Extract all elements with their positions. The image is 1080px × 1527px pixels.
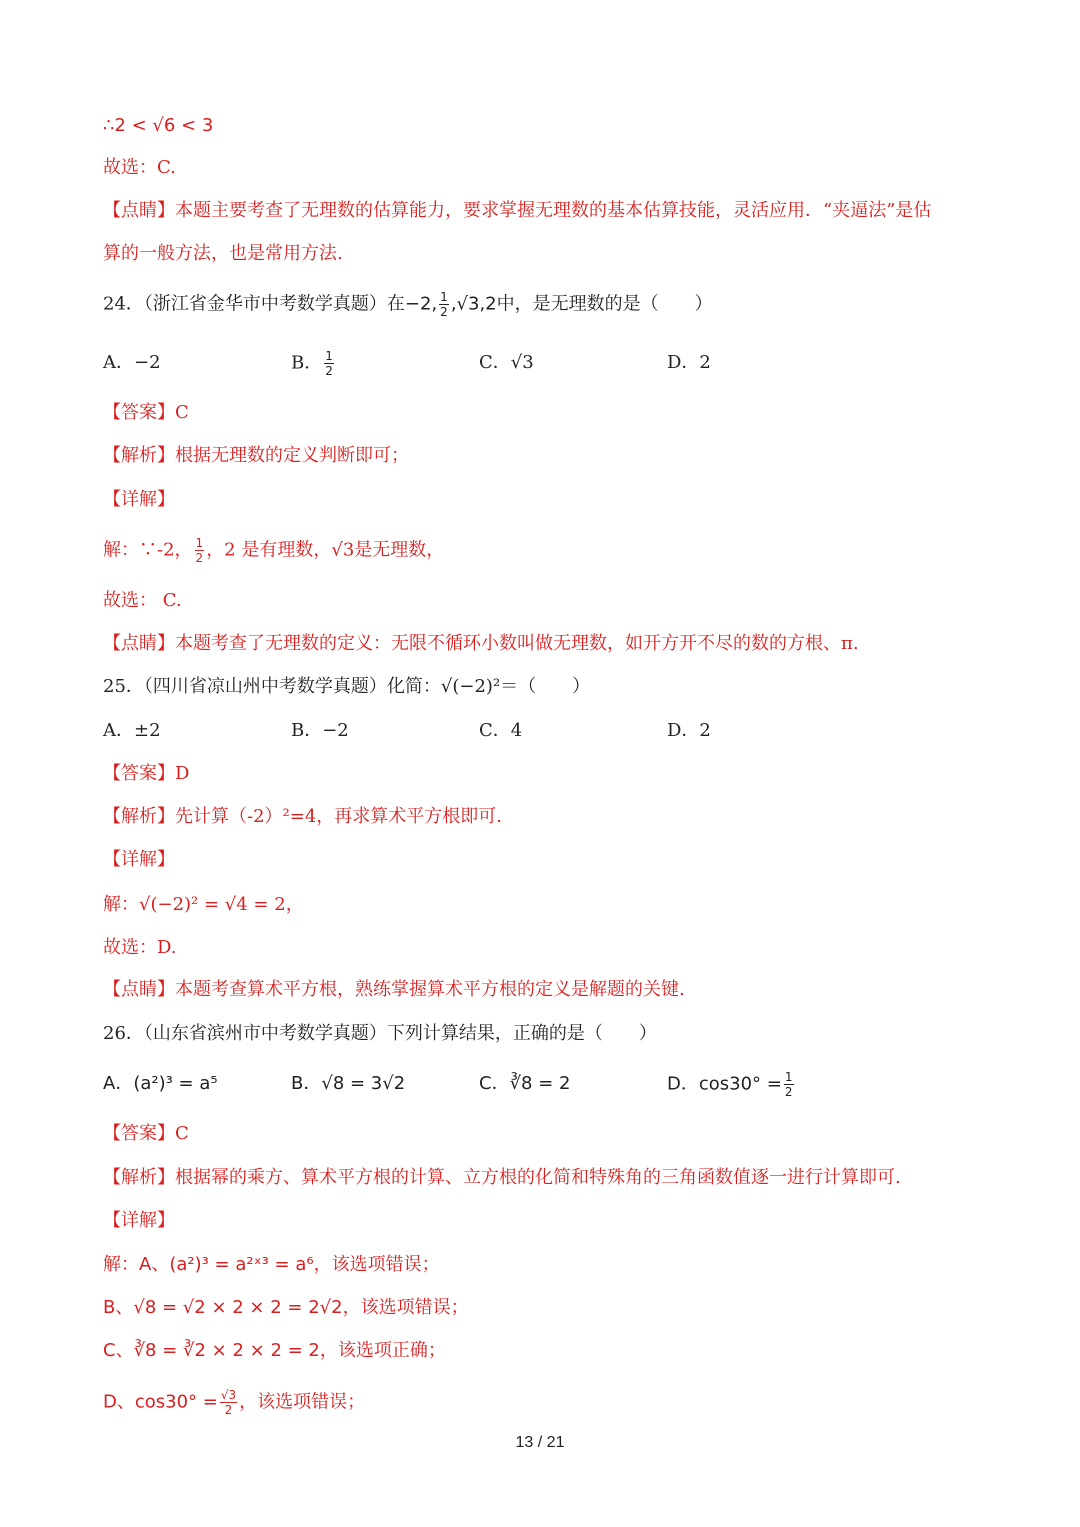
q26-option-d-label: D．cos30° = — [667, 1073, 782, 1095]
q25-answer: 【答案】D — [103, 763, 190, 784]
q26-option-d — [667, 1071, 796, 1098]
q24-comment: 【点睛】本题考查了无理数的定义：无限不循环小数叫做无理数，如开方开不尽的数的方根、π. — [103, 633, 859, 654]
q26-solution-b: B、√8 = √2 × 2 × 2 = 2√2，该选项错误； — [103, 1297, 469, 1318]
fraction-denominator: 2 — [195, 551, 204, 565]
q26-solution-d-tail: ，该选项错误； — [239, 1391, 366, 1413]
q26-analysis: 【解析】根据幂的乘方、算术平方根的计算、立方根的化简和特殊角的三角函数值逐一进行计算即可. — [103, 1167, 901, 1188]
q25-detail-heading: 【详解】 — [103, 849, 175, 870]
fraction-numerator: 1 — [440, 290, 448, 304]
q25-option-b: B．−2 — [291, 720, 349, 741]
q25-option-c: C．4 — [479, 720, 523, 741]
q25-choose: 故选：D. — [103, 937, 177, 958]
fraction-numerator: 1 — [784, 1070, 793, 1084]
comment-line-1: 【点睛】本题主要考查了无理数的估算能力，要求掌握无理数的基本估算技能，灵活应用．“夹逼法”是估 — [103, 200, 932, 221]
q24-solution — [103, 537, 444, 564]
q24-choose: 故选： C. — [103, 590, 182, 611]
fraction-denominator: 2 — [440, 305, 448, 319]
q24-list-b: ,√3,2 — [450, 293, 497, 315]
q24-option-b — [291, 350, 336, 377]
inequality-line: ∴2 < √6 < 3 — [103, 115, 214, 136]
q24-option-b-label: B． — [291, 352, 323, 374]
fraction-numerator: 1 — [325, 349, 333, 363]
fraction-denominator: 2 — [224, 1403, 233, 1417]
question-25-stem: 25．（四川省凉山州中考数学真题）化简：√(−2)²＝（ ） — [103, 676, 591, 697]
q25-analysis: 【解析】先计算（-2）²=4，再求算术平方根即可. — [103, 806, 503, 827]
q26-option-a: A．(a²)³ = a⁵ — [103, 1073, 218, 1094]
comment-line-2: 算的一般方法，也是常用方法. — [103, 243, 343, 264]
fraction-numerator: 1 — [195, 536, 204, 550]
q26-detail-heading: 【详解】 — [103, 1210, 175, 1231]
q24-fraction — [439, 291, 449, 318]
q25-option-a: A．±2 — [103, 720, 161, 741]
fraction-numerator: √3 — [220, 1388, 237, 1402]
q24-analysis: 【解析】根据无理数的定义判断即可； — [103, 445, 409, 466]
q24-solution-b: ，2 是有理数，√3是无理数， — [206, 539, 445, 561]
q24-list-a: −2, — [404, 293, 438, 315]
q25-solution: 解：√(−2)² = √4 = 2， — [103, 894, 304, 915]
q26-option-b: B．√8 = 3√2 — [291, 1073, 406, 1094]
question-26-stem: 26．（山东省滨州市中考数学真题）下列计算结果，正确的是（ ） — [103, 1023, 657, 1044]
q25-option-d: D．2 — [667, 720, 711, 741]
q26-option-d-fraction — [784, 1071, 794, 1098]
q24-stem-tail: 中，是无理数的是（ ） — [496, 293, 713, 315]
q25-comment: 【点睛】本题考查算术平方根，熟练掌握算术平方根的定义是解题的关键. — [103, 979, 685, 1000]
q24-option-a: A．−2 — [103, 352, 161, 373]
q26-answer: 【答案】C — [103, 1123, 189, 1144]
q24-stem-text: 24．（浙江省金华市中考数学真题）在 — [103, 293, 405, 315]
q24-detail-heading: 【详解】 — [103, 489, 175, 510]
q24-option-b-fraction — [324, 350, 334, 377]
q24-answer: 【答案】C — [103, 402, 189, 423]
fraction-denominator: 2 — [325, 364, 333, 378]
q24-option-c: C．√3 — [479, 352, 534, 373]
q24-option-d: D．2 — [667, 352, 711, 373]
fraction-denominator: 2 — [784, 1085, 793, 1099]
q26-solution-c: C、∛8 = ∛2 × 2 × 2 = 2，该选项正确； — [103, 1340, 446, 1361]
q26-solution-a: 解：A、(a²)³ = a²ˣ³ = a⁶，该选项错误； — [103, 1254, 440, 1275]
question-24-stem — [103, 291, 713, 318]
q26-option-c: C．∛8 = 2 — [479, 1073, 571, 1094]
q24-solution-fraction — [195, 537, 205, 564]
q26-solution-d — [103, 1389, 365, 1416]
q26-solution-d-fraction — [220, 1389, 237, 1416]
q26-solution-d-label: D、cos30° = — [103, 1391, 218, 1413]
q24-solution-a: 解：∵-2， — [103, 539, 193, 561]
choose-line: 故选：C. — [103, 157, 176, 178]
page-number: 13 / 21 — [515, 1434, 565, 1451]
